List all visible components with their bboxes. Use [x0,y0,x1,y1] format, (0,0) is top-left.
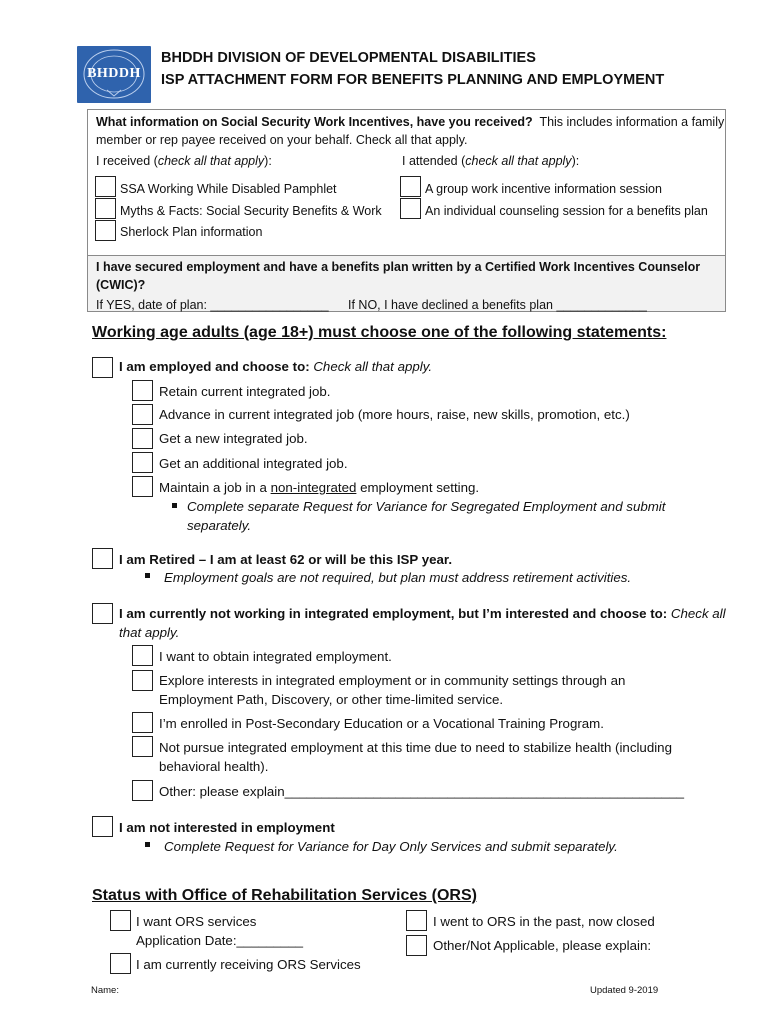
checkbox-retired[interactable] [92,548,113,569]
not-working-label: I am currently not working in integrated employment, but I’m interested and choose to: Check all [119,606,726,621]
retired-label: I am Retired – I am at least 62 or will be this ISP year. [119,552,453,567]
checkbox-other-na[interactable] [406,935,427,956]
checkbox-group-session[interactable] [400,176,421,197]
past-ors-label: I went to ORS in the past, now closed [433,914,655,929]
cwic-question: I have secured employment and have a benefits plan written by a Certified Work Incentives Counselor [96,260,701,274]
post-secondary-label: I’m enrolled in Post-Secondary Education or a Vocational Training Program. [159,716,604,731]
explore-interests-label: Explore interests in integrated employment or in community settings through an [159,673,626,688]
application-date-field[interactable]: Application Date:_________ [136,933,304,948]
bullet-marker [172,503,177,508]
checkbox-past-ors[interactable] [406,910,427,931]
checkbox-retain-job[interactable] [132,380,153,401]
stabilize-health-label: Not pursue integrated employment at this time due to need to stabilize health (including [159,740,672,755]
retain-job-label: Retain current integrated job. [159,384,331,399]
receiving-ors-label: I am currently receiving ORS Services [136,957,361,972]
incentives-question-line2: member or rep payee received on your behalf. Check all that apply. [96,133,468,147]
other-na-label: Other/Not Applicable, please explain: [433,938,652,953]
retired-note: Employment goals are not required, but plan must address retirement activities. [164,570,632,585]
checkbox-not-working-interested[interactable] [92,603,113,624]
cwic-yes-date-field[interactable]: If YES, date of plan: _________________ [96,298,329,312]
logo-text: BHDDH [87,66,141,81]
sherlock-plan-label: Sherlock Plan information [120,225,263,239]
individual-session-label: An individual counseling session for a benefits plan [425,204,708,218]
checkbox-other-explain[interactable] [132,780,153,801]
checkbox-advance-job[interactable] [132,404,153,425]
advance-job-label: Advance in current integrated job (more hours, raise, new skills, promotion, etc.) [159,407,630,422]
bullet-marker [145,842,150,847]
form-title-line1: BHDDH DIVISION OF DEVELOPMENTAL DISABILITIES [161,50,536,66]
checkbox-obtain-employment[interactable] [132,645,153,666]
checkbox-additional-job[interactable] [132,452,153,473]
cwic-no-declined-field[interactable]: If NO, I have declined a benefits plan _____________ [348,298,647,312]
bhddh-logo [77,46,151,103]
ors-heading: Status with Office of Rehabilitation Services (ORS) [92,887,477,904]
checkbox-myths-facts[interactable] [95,198,116,219]
day-only-variance-note: Complete Request for Variance for Day Only Services and submit separately. [164,839,618,854]
checkbox-new-job[interactable] [132,428,153,449]
checkbox-explore-interests[interactable] [132,670,153,691]
segregated-variance-note: Complete separate Request for Variance for Segregated Employment and submit [187,499,666,514]
ssa-pamphlet-label: SSA Working While Disabled Pamphlet [120,182,337,196]
group-session-label: A group work incentive information session [425,182,662,196]
incentives-question [96,114,724,130]
checkbox-non-integrated-job[interactable] [132,476,153,497]
other-explain-field[interactable]: Other: please explain______________________________________________________ [159,784,684,799]
attended-label: I attended (check all that apply): [402,154,580,168]
additional-job-label: Get an additional integrated job. [159,456,348,471]
checkbox-stabilize-health[interactable] [132,736,153,757]
myths-facts-label: Myths & Facts: Social Security Benefits & Work [120,204,382,218]
obtain-employment-label: I want to obtain integrated employment. [159,649,392,664]
checkbox-ssa-pamphlet[interactable] [95,176,116,197]
form-title-line2: ISP ATTACHMENT FORM FOR BENEFITS PLANNING AND EMPLOYMENT [161,72,665,88]
stabilize-health-label-line2: behavioral health). [159,759,269,774]
incentives-question-bold: What information on Social Security Work Incentives, have you received? [96,115,533,129]
incentives-question-rest: This includes information a family [539,115,725,129]
checkbox-want-ors[interactable] [110,910,131,931]
checkbox-individual-session[interactable] [400,198,421,219]
non-integrated-job-label: Maintain a job in a non-integrated employment setting. [159,480,480,495]
checkbox-sherlock-plan[interactable] [95,220,116,241]
checkbox-post-secondary[interactable] [132,712,153,733]
checkbox-not-interested[interactable] [92,816,113,837]
cwic-question-line2: (CWIC)? [96,278,146,292]
not-interested-label: I am not interested in employment [119,820,335,835]
employed-label: I am employed and choose to: Check all that apply. [119,359,433,374]
not-working-label-line2: that apply. [119,625,180,640]
new-job-label: Get a new integrated job. [159,431,308,446]
want-ors-label: I want ORS services [136,914,257,929]
received-label: I received (check all that apply): [96,154,272,168]
explore-interests-label-line2: Employment Path, Discovery, or other time-limited service. [159,692,504,707]
checkbox-employed[interactable] [92,357,113,378]
footer-updated-date: Updated 9-2019 [590,985,659,996]
bullet-marker [145,573,150,578]
segregated-variance-note-line2: separately. [187,518,252,533]
working-age-heading: Working age adults (age 18+) must choose one of the following statements: [92,324,667,341]
footer-name-label: Name: [91,985,119,996]
checkbox-receiving-ors[interactable] [110,953,131,974]
